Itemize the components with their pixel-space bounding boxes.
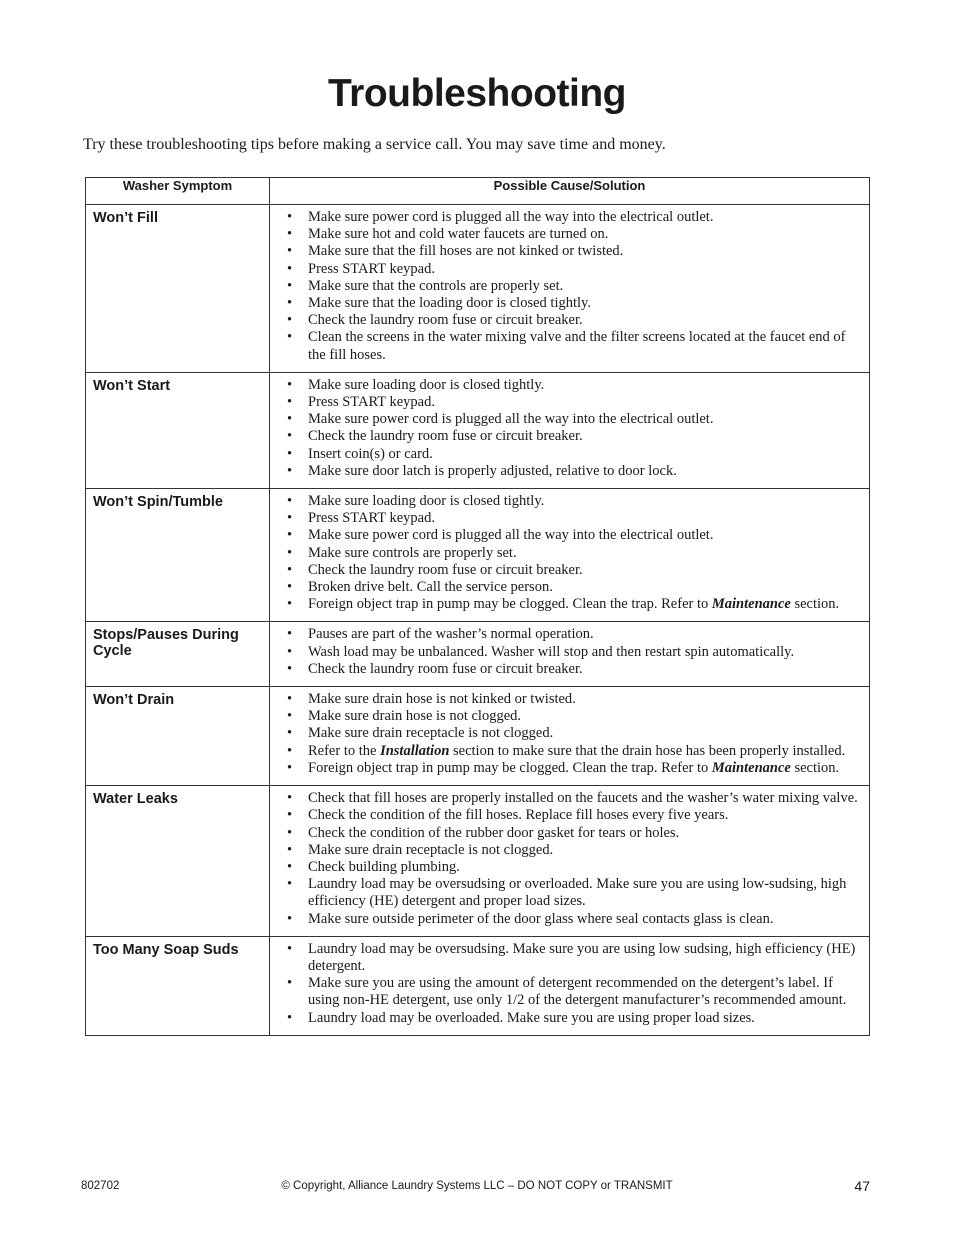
cause-text: section. (790, 596, 840, 613)
cause-text: Laundry load may be oversudsing or overloaded. Make sure you are using low-sudsing, high efficiency (HE) detergent and proper load sizes. (308, 876, 847, 910)
cause-list (274, 209, 864, 364)
cause-text: Check that fill hoses are properly installed on the faucets and the washer’s water mixing valve. (308, 790, 858, 807)
bullet-icon: • (287, 544, 293, 561)
cause-item (274, 209, 864, 226)
cause-item (274, 790, 864, 807)
cause-item (274, 1010, 864, 1027)
cause-item (274, 825, 864, 842)
bullet-icon: • (287, 579, 293, 596)
troubleshooting-table (85, 177, 870, 1036)
cause-text: Make sure drain receptacle is not clogged. (308, 841, 554, 858)
cause-item (274, 691, 864, 708)
cause-text: Check the condition of the fill hoses. Replace fill hoses every five years. (308, 807, 729, 824)
cause-item (274, 463, 864, 480)
bullet-icon: • (287, 445, 293, 462)
cause-list (274, 790, 864, 928)
cause-text: Pauses are part of the washer’s normal operation. (308, 626, 594, 643)
cause-list (274, 377, 864, 480)
cause-list (274, 493, 864, 613)
bullet-icon: • (287, 876, 293, 893)
cause-item (274, 859, 864, 876)
bullet-icon: • (287, 725, 293, 742)
bullet-icon: • (287, 312, 293, 329)
cause-text: Make sure that the fill hoses are not kinked or twisted. (308, 243, 624, 260)
bullet-icon: • (287, 742, 293, 759)
cause-text: Make sure that the controls are properly set. (308, 277, 564, 294)
cause-item (274, 377, 864, 394)
cause-text: Press START keypad. (308, 260, 435, 277)
table-row (86, 622, 870, 687)
cause-cell (270, 622, 870, 687)
symptom-cell: Won’t Drain (86, 687, 270, 786)
symptom-cell: Won’t Start (86, 372, 270, 488)
cause-item (274, 411, 864, 428)
cause-cell (270, 936, 870, 1035)
cause-item (274, 562, 864, 579)
cause-text: Make sure door latch is properly adjusted, relative to door lock. (308, 462, 677, 479)
copyright-notice: © Copyright, Alliance Laundry Systems LLC – DO NOT COPY or TRANSMIT (281, 1180, 673, 1192)
cause-item (274, 626, 864, 643)
table-row (86, 372, 870, 488)
cause-text: Check building plumbing. (308, 858, 460, 875)
bullet-icon: • (287, 510, 293, 527)
symptom-cell: Won’t Fill (86, 205, 270, 373)
bullet-icon: • (287, 493, 293, 510)
cause-item (274, 545, 864, 562)
cause-text: Make sure loading door is closed tightly. (308, 376, 545, 393)
cause-text: Make sure drain hose is not kinked or twisted. (308, 691, 576, 708)
cause-item (274, 760, 864, 777)
cause-item (274, 312, 864, 329)
cause-item (274, 329, 864, 363)
cause-text: Broken drive belt. Call the service person. (308, 579, 553, 596)
cause-item (274, 807, 864, 824)
cause-text: Press START keypad. (308, 510, 435, 527)
cause-text: section to make sure that the drain hose has been properly installed. (449, 742, 846, 759)
cause-cell (270, 786, 870, 937)
cause-text: Make sure you are using the amount of detergent recommended on the detergent’s label. If using non-HE detergent, use only 1/2 of the detergent manufacturer’s recommended amount. (308, 975, 847, 1009)
cause-text: Check the laundry room fuse or circuit breaker. (308, 561, 583, 578)
bullet-icon: • (287, 841, 293, 858)
cause-item (274, 527, 864, 544)
cause-text: Foreign object trap in pump may be clogged. Clean the trap. Refer to (308, 596, 712, 613)
bullet-icon: • (287, 295, 293, 312)
cause-item (274, 261, 864, 278)
bullet-icon: • (287, 277, 293, 294)
table-row (86, 936, 870, 1035)
column-header-symptom: Washer Symptom (86, 178, 270, 205)
cause-text: Laundry load may be oversudsing. Make sure you are using low sudsing, high efficiency (HE) detergent. (308, 940, 856, 974)
page-number: 47 (854, 1178, 870, 1194)
cause-item (274, 510, 864, 527)
cause-item (274, 975, 864, 1009)
cause-item (274, 493, 864, 510)
bullet-icon: • (287, 462, 293, 479)
cause-text: Make sure power cord is plugged all the way into the electrical outlet. (308, 209, 714, 225)
cause-list (274, 941, 864, 1027)
table-row (86, 687, 870, 786)
cause-item (274, 876, 864, 910)
bullet-icon: • (287, 858, 293, 875)
cause-text: section. (790, 759, 840, 776)
cause-text: Make sure drain hose is not clogged. (308, 708, 522, 725)
intro-text: Try these troubleshooting tips before making a service call. You may save time and money. (83, 136, 666, 153)
symptom-cell: Won’t Spin/Tumble (86, 489, 270, 622)
cause-text: Foreign object trap in pump may be clogged. Clean the trap. Refer to (308, 759, 712, 776)
bullet-icon: • (287, 691, 293, 708)
cause-item (274, 725, 864, 742)
bullet-icon: • (287, 376, 293, 393)
document-number: 802702 (81, 1180, 120, 1192)
cause-item (274, 579, 864, 596)
cause-cell (270, 205, 870, 373)
table-row (86, 489, 870, 622)
cause-item (274, 278, 864, 295)
bullet-icon: • (287, 660, 293, 677)
bullet-icon: • (287, 708, 293, 725)
bullet-icon: • (287, 394, 293, 411)
cause-item (274, 226, 864, 243)
cause-text: Make sure loading door is closed tightly. (308, 493, 545, 510)
page-title: Troubleshooting (328, 72, 626, 115)
cause-text: Make sure power cord is plugged all the way into the electrical outlet. (308, 527, 714, 544)
bullet-icon: • (287, 209, 293, 225)
bullet-icon: • (287, 561, 293, 578)
bullet-icon: • (287, 411, 293, 428)
cause-cell (270, 489, 870, 622)
cause-cell (270, 372, 870, 488)
symptom-cell: Water Leaks (86, 786, 270, 937)
cause-text: Clean the screens in the water mixing valve and the filter screens located at the faucet end of the fill hoses. (308, 329, 846, 363)
bullet-icon: • (287, 824, 293, 841)
cause-item (274, 644, 864, 661)
bullet-icon: • (287, 910, 293, 927)
bullet-icon: • (287, 975, 293, 992)
section-reference: Installation (380, 742, 450, 759)
symptom-cell: Too Many Soap Suds (86, 936, 270, 1035)
cause-item (274, 394, 864, 411)
cause-text: Refer to the (308, 742, 381, 759)
bullet-icon: • (287, 243, 293, 260)
cause-text: Check the laundry room fuse or circuit breaker. (308, 312, 583, 329)
cause-text: Press START keypad. (308, 394, 435, 411)
cause-item (274, 243, 864, 260)
cause-text: Make sure outside perimeter of the door glass where seal contacts glass is clean. (308, 910, 774, 927)
cause-item (274, 941, 864, 975)
cause-item (274, 911, 864, 928)
cause-list (274, 626, 864, 678)
cause-text: Check the condition of the rubber door gasket for tears or holes. (308, 824, 680, 841)
bullet-icon: • (287, 1009, 293, 1026)
cause-text: Check the laundry room fuse or circuit breaker. (308, 660, 583, 677)
cause-text: Make sure power cord is plugged all the way into the electrical outlet. (308, 411, 714, 428)
bullet-icon: • (287, 527, 293, 544)
cause-item (274, 708, 864, 725)
cause-list (274, 691, 864, 777)
cause-text: Make sure hot and cold water faucets are turned on. (308, 226, 609, 243)
cause-text: Laundry load may be overloaded. Make sure you are using proper load sizes. (308, 1009, 755, 1026)
cause-text: Make sure drain receptacle is not clogged. (308, 725, 554, 742)
column-header-cause: Possible Cause/Solution (270, 178, 870, 205)
cause-item (274, 446, 864, 463)
symptom-cell: Stops/Pauses During Cycle (86, 622, 270, 687)
bullet-icon: • (287, 428, 293, 445)
table-row (86, 205, 870, 373)
cause-text: Make sure controls are properly set. (308, 544, 517, 561)
cause-item (274, 743, 864, 760)
bullet-icon: • (287, 790, 293, 807)
cause-text: Insert coin(s) or card. (308, 445, 433, 462)
cause-item (274, 842, 864, 859)
cause-cell (270, 687, 870, 786)
table-header-row (86, 178, 870, 205)
bullet-icon: • (287, 226, 293, 243)
bullet-icon: • (287, 596, 293, 613)
cause-item (274, 428, 864, 445)
cause-item (274, 295, 864, 312)
bullet-icon: • (287, 643, 293, 660)
bullet-icon: • (287, 807, 293, 824)
cause-item (274, 661, 864, 678)
table-row (86, 786, 870, 937)
cause-text: Check the laundry room fuse or circuit breaker. (308, 428, 583, 445)
cause-item (274, 596, 864, 613)
bullet-icon: • (287, 329, 293, 346)
cause-text: Wash load may be unbalanced. Washer will stop and then restart spin automatically. (308, 643, 795, 660)
section-reference: Maintenance (711, 596, 791, 613)
cause-text: Make sure that the loading door is closed tightly. (308, 295, 591, 312)
section-reference: Maintenance (711, 759, 791, 776)
bullet-icon: • (287, 260, 293, 277)
bullet-icon: • (287, 759, 293, 776)
bullet-icon: • (287, 626, 293, 643)
bullet-icon: • (287, 940, 293, 957)
